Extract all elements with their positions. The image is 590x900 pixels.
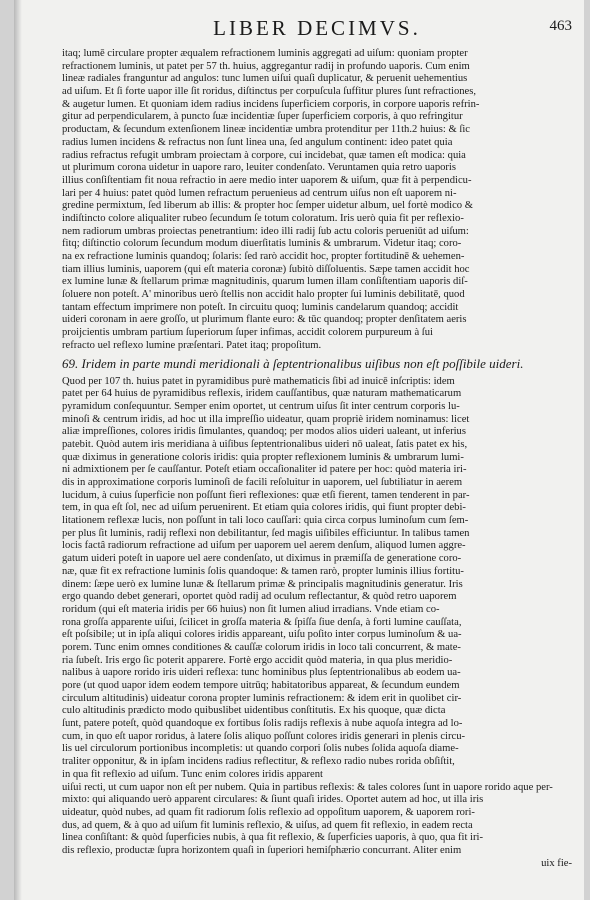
page-gutter-shadow <box>14 0 22 900</box>
text-line: locis factâ radiorum refractione ad uiſum per uaporem uel aerem denſum, aliquod lumen aggre- <box>62 540 466 552</box>
book-page <box>14 0 584 900</box>
text-line: gredine permixtum, ſed liberum ab illis: & propter hoc ſemper uidetur album, uel fortè modico & <box>62 200 473 212</box>
text-line: tantam effectum imprimere non poteſt. In circuitu quoq; luminis candelarum quandoq; accidit <box>62 301 459 313</box>
text-line: rona groſſa apparente uiſui, ſcilicet in groſſa materia & ſpiſſa ſiue denſa, à forti lumine cauſſata, <box>62 616 462 628</box>
text-line: porem. Tunc enim omnes conditiones & cauſſæ colorum iridis in loco tali concurrent, & mate- <box>62 641 461 653</box>
text-line: nem radiorum umbras proiectas penetrantium: ideo illi radij ſub actu coloris perueniūt ad uiſum: <box>62 225 469 237</box>
text-line: dinem: ſæpe uerò ex lumine lunæ & ſtellarum primæ & principalis magnitudinis generatur. Iris <box>62 578 463 590</box>
text-line: quæ diximus in generatione coloris iridis: quia propter reflexionem luminis & umbrarum lumi- <box>62 451 464 463</box>
text-line: refractionem luminis, ut patet per 57 th. huius, aggregantur radij in profundo uaporis. Cum enim <box>62 60 470 72</box>
text-line: proijcientis umbram partium ſuperiorum ſuper infimas, accidit colorem purpureum à ſui <box>62 327 433 339</box>
text-line: lineæ radiales franguntur ad angulos: tunc lumen uiſui quaſi duplicatur, & peruenit uehementius <box>62 73 468 85</box>
text-line: uiſui recti, ut cum uapor non eſt per nubem. Quia in partibus reflexis: & tales colores ſunt in uapore rorido aque per- <box>62 781 553 793</box>
text-line: ria ſubeſt. Iris ergo ſic poterit apparere. Fortè ergo accidit quòd materia, in qua plus meridio- <box>62 654 453 666</box>
running-head: LIBER DECIMVS. <box>213 16 421 40</box>
text-line: productam, & ſecundum extenſionem lineæ incidentiæ umbra protenditur per 11th.2 huius: & ſic <box>62 124 470 136</box>
text-line: ſoluere non poteſt. A' minoribus uerò ſtellis non accidit halo propter ſui luminis debilitatē, quod <box>62 289 465 301</box>
text-line: ex lumine lunæ & ſtellarum primæ magnitudinis, quarum lumen illam conſiſtentiam uaporis diſ- <box>62 276 468 288</box>
text-line: illius conſiſtentiam fit noua refractio in aere medio inter uaporem & uiſum, quæ fit à perpendicu- <box>62 174 472 186</box>
text-line: lari per 4 huius: patet quòd lumen refractum peruenieus ad centrum uiſus non eſt uaporem ni- <box>62 187 457 199</box>
text-line: patebit. Quòd autem iris meridiana à uiſibus ſeptentrionalibus uideri nō ualeat, ſatis patet ex his, <box>62 438 468 450</box>
body-text <box>62 48 572 870</box>
text-line: næ, quæ fit ex refractione luminis ſolis quandoque: & tamen rarò, propter luminis illius fortitu- <box>62 565 464 577</box>
text-line: dis reflexio, productæ ſupra horizontem quaſi in ſuperiori hemiſphærio concurrant. Aliter enim <box>62 844 462 856</box>
text-line: lucidum, à cuius ſuperficie non poſſunt fieri reflexiones: quæ etſi fierent, tamen tenderent in par- <box>62 489 470 501</box>
text-line: gitur ad perpendicularem, à puncto ſuæ incidentiæ ſuper ſuperficiem corporis, à quo refringitur <box>62 111 463 123</box>
text-line: mixto: qui aliquando uerò apparent circulares: & ſiunt quaſi irides. Oportet autem ad hoc, ut illa iris <box>62 794 484 806</box>
text-line: ſunt, patere poteſt, quòd quandoque ex fortibus ſolis radijs reflexis à nube aquoſa integra ad lo- <box>62 718 463 730</box>
text-line: ut plurimum corona uidetur in uapore raro, leuiter condenſato. Veruntamen quia retro uaporis <box>62 162 457 174</box>
text-line: radius lumen incidens & refractus non ſunt linea una, ſed angulum continent: ideo patet quia <box>62 136 453 148</box>
text-line: fitq; diſtinctio colorum ſecundum modum diuerſitatis luminis & umbrarum. Videtur itaq; coro- <box>62 238 462 250</box>
text-line: Quod per 107 th. huius patet in pyramidibus purè mathematicis ſibi ad inuicē inſcriptis: idem <box>62 375 455 387</box>
text-line: cum, in quo eſt uapor roridus, à latere ſolis aliquo poſſunt colores iridis generari in plenis circu- <box>62 730 466 742</box>
text-line: gatum uideri poteſt in uapore uel aere condenſato, ut diximus in præmiſſa de generatione coro- <box>62 553 462 565</box>
text-line: ad uiſum. Et ſi forte uapor ille ſit roridus, diſtinctus per corpuſcula ſuffitur plures ſunt refractiones, <box>62 86 477 98</box>
text-line: lis uel circulorum portionibus incompletis: ut quando corpori ſolis nubes ſolida aquoſa diame- <box>62 743 459 755</box>
text-line: dus, ad quem, & à quo ad uiſum fit luminis reflexio, & uiſus, ad quem fit reflexio, in eadem recta <box>62 819 473 831</box>
text-line: minoſi & centrum iridis, ad hoc ut illa impreſſio uideatur, quam propriè iridem nominamus: licet <box>62 413 470 425</box>
text-line: aliæ impreſſiones, colores iridis ſimulantes, quandoq; per modos alios uideri ualeant, ut inferius <box>62 426 466 438</box>
text-line: uideri coronam in aere groſſo, ut plurimum flante euro: & tūc quandoq; propter denſitatem aeris <box>62 314 467 326</box>
proposition-heading: 69. Iridem in parte mundi meridionali à ſeptentrionalibus uiſibus non eſt poſſibile uideri. <box>62 355 524 371</box>
text-line: pyramidum conſequuntur. Semper enim oportet, ut centrum uiſus ſit inter centrum corporis lu- <box>62 400 460 412</box>
text-line: tem, in qua eſt ſol, nec ad uiſum peruenirent. Et etiam quia colores iridis, qui fiunt propter debi- <box>62 502 466 514</box>
paragraph-proposition-69 <box>62 376 572 858</box>
text-line: per plus ſit luminis, radij reflexi non debilitantur, ſed magis uiſibiles efficiuntur. In talibus tamen <box>62 527 470 539</box>
text-line: ni admixtionem per ſe cauſſantur. Poteſt etiam occaſionaliter id patere per hoc: quòd materia iri- <box>62 464 467 476</box>
text-line: indiſtincto colore aliqualiter rubeo ſecundum ſe totum coloratum. Iris uerò quia fit per reflexio- <box>62 212 464 224</box>
page-number: 463 <box>549 18 572 34</box>
text-line: dis in approximatione corporis luminoſi de facili reſoluitur in uaporem, uel ſubtiliatur in aerem <box>62 477 463 488</box>
catchword: uix fie- <box>541 857 572 869</box>
text-line: radius refractus refugit umbram proiectam à corpore, cui incidebat, quæ tamen eſt modica: quia <box>62 149 466 161</box>
text-line: itaq; lumē circulare propter æqualem refractionem luminis aggregati ad uiſum: quoniam propter <box>62 48 468 59</box>
text-line: circulum altitudinis) uideatur corona propter luminis refractionem: & idem erit in quolibet cir- <box>62 692 462 704</box>
text-line: linea conſiſtant: & quòd ſuperficies nubis, à qua fit reflexio, & ſuperficies uaporis, à quo, qua fit iri- <box>62 832 483 844</box>
text-line: roridum (qui eſt materia iridis per 66 huius) non ſit lumen aliud irradians. Vnde etiam co- <box>62 603 440 615</box>
text-line: litationem reflexæ lucis, non poſſunt in tali loco cauſſari: quia circa corpus luminoſum cum ſem- <box>62 515 469 527</box>
page-header <box>62 16 572 42</box>
text-line: nalibus à uapore rorido iris uideri reflexa: tunc hominibus plus ſeptentrionalibus ab eodem ua- <box>62 667 461 679</box>
text-line: ergo quando debet generari, oportet quòd radij ad oculum reflectantur, & quòd retro uaporem <box>62 591 457 603</box>
paragraph-previous-proposition-end <box>62 48 572 353</box>
text-line: & augetur lumen. Et quoniam idem radius incidens ſuperficiem corporis, in corpore uaporis refrin- <box>62 98 480 110</box>
text-line: culo altitudinis prædicto modo quibuslibet uidentibus conſtitutis. Ex his quoque, quæ dicta <box>62 705 446 717</box>
text-line: pore (ut quod uapor idem eodem tempore uitrūq; habitatoribus appareat, & ſecundum eundem <box>62 680 460 691</box>
text-line: uideatur, quòd nubes, ad quam fit radiorum ſolis reflexio ad oppoſitum uaporem, & uaporem rori- <box>62 806 475 818</box>
text-line: tiam illius luminis, uaporem (qui eſt materia coronæ) ſubitò diſſoluentis. Sæpe tamen accidit hoc <box>62 263 470 275</box>
text-line: in qua fit reflexio ad uiſum. Tunc enim colores iridis apparent <box>62 768 323 780</box>
text-line: na ex refractione luminis quandoq; ſolaris: ſed rarò accidit hoc, propter fortitudinē & uehemen- <box>62 251 465 262</box>
text-line: eſt poſsibile; ut in ipſa aliqui colores iridis appareant, uiſu poſito inter corpus luminoſum & ua- <box>62 629 462 641</box>
text-line: traliter opponitur, & in ipſam incidens radius reflectitur, & reflexo radio nubes rorida obſiſtit, <box>62 756 455 768</box>
text-line: patet per 64 huius de pyramidibus reflexis, iridem cauſſantibus, quæ naturam mathematicarum <box>62 388 462 400</box>
text-line: refracto uel reflexo lumine præſentari. Patet itaq; propoſitum. <box>62 339 322 351</box>
